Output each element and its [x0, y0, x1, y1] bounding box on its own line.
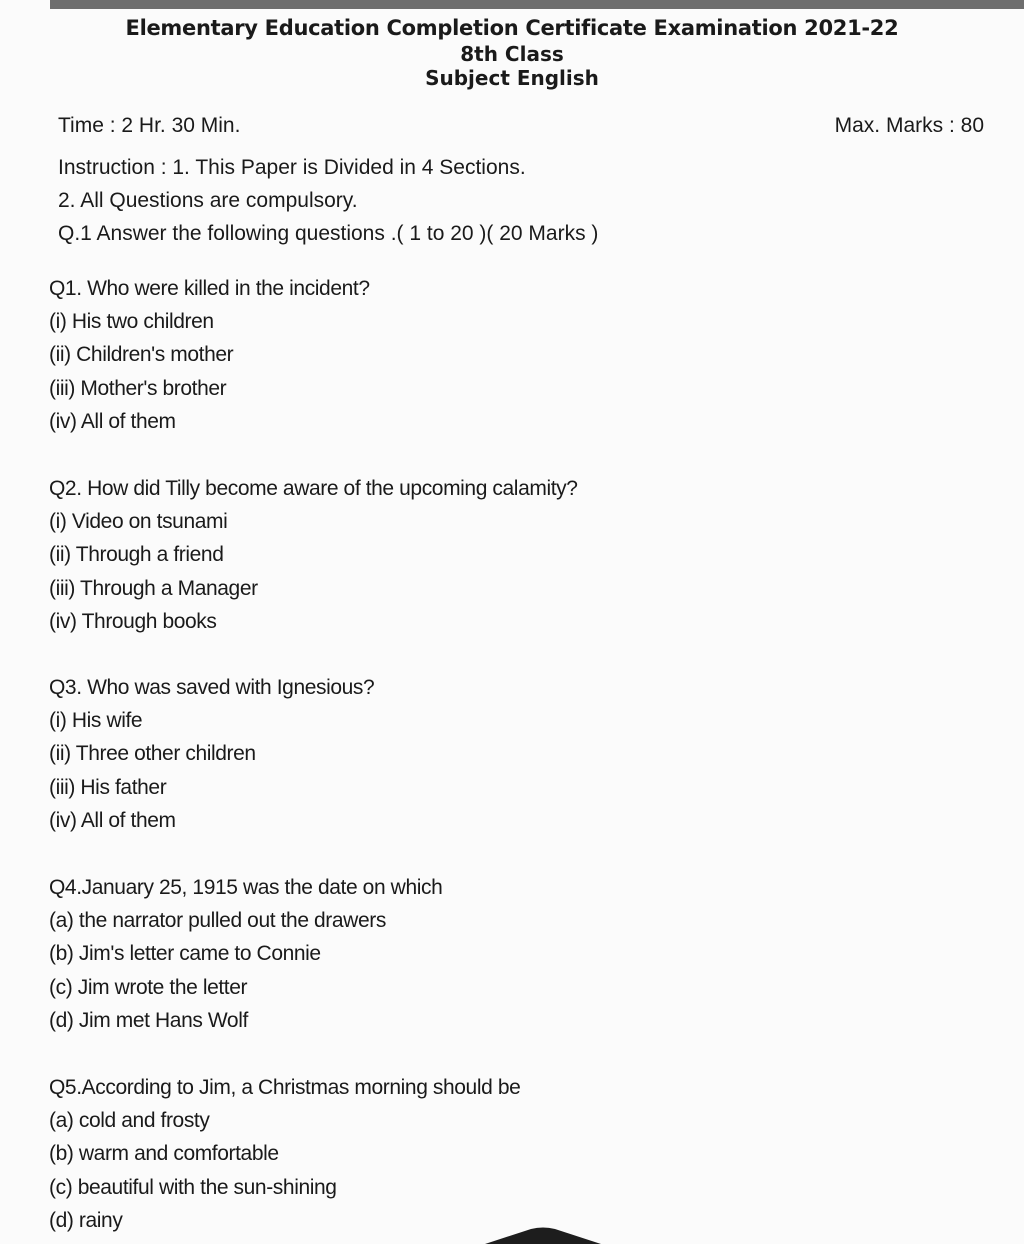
option: (iii) Through a Manager — [49, 576, 258, 600]
option: (b) Jim's letter came to Connie — [49, 942, 321, 966]
top-border-bar — [50, 0, 1024, 9]
instruction-line-1: Instruction : 1. This Paper is Divided in 4 Sections. — [58, 156, 526, 179]
option: (i) His two children — [49, 310, 214, 333]
option: (b) warm and comfortable — [49, 1142, 279, 1166]
exam-title: Elementary Education Completion Certificate Examination 2021-22 — [125, 16, 899, 40]
option: (a) cold and frosty — [49, 1109, 210, 1132]
option: (c) beautiful with the sun-shining — [49, 1175, 337, 1199]
question-5 — [49, 1071, 520, 1237]
question-text: Q2. How did Tilly become aware of the upcoming calamity? — [49, 477, 578, 500]
exam-header — [0, 14, 1024, 90]
question-text: Q4.January 25, 1915 was the date on which — [49, 876, 443, 899]
option: (ii) Through a friend — [49, 543, 224, 567]
option: (iv) All of them — [49, 808, 176, 832]
subject-label: Subject English — [425, 66, 599, 90]
question-text: Q3. Who was saved with Ignesious? — [49, 676, 375, 699]
question-text: Q5.According to Jim, a Christmas morning should be — [49, 1076, 521, 1099]
section-instruction: Q.1 Answer the following questions .( 1 to 20 )( 20 Marks ) — [58, 222, 599, 245]
option: (i) Video on tsunami — [49, 510, 228, 533]
class-label: 8th Class — [460, 42, 564, 66]
question-text: Q1. Who were killed in the incident? — [49, 277, 370, 300]
exam-meta — [58, 112, 984, 140]
option: (i) His wife — [49, 709, 143, 732]
option: (iv) All of them — [49, 409, 176, 433]
option: (iii) His father — [49, 775, 167, 799]
option: (d) rainy — [49, 1208, 123, 1232]
option: (ii) Three other children — [49, 742, 256, 766]
question-1 — [49, 272, 370, 438]
option: (d) Jim met Hans Wolf — [49, 1008, 248, 1032]
option: (c) Jim wrote the letter — [49, 975, 248, 999]
option: (iii) Mother's brother — [49, 376, 227, 400]
option: (ii) Children's mother — [49, 343, 234, 367]
question-4 — [49, 871, 442, 1037]
page-edge-shape — [485, 1226, 601, 1244]
option: (a) the narrator pulled out the drawers — [49, 909, 386, 932]
question-3 — [49, 671, 374, 837]
option: (iv) Through books — [49, 609, 217, 633]
question-2 — [49, 472, 578, 638]
max-marks-label: Max. Marks : 80 — [834, 114, 984, 137]
instruction-line-2: 2. All Questions are compulsory. — [58, 189, 358, 212]
time-label: Time : 2 Hr. 30 Min. — [58, 114, 241, 137]
